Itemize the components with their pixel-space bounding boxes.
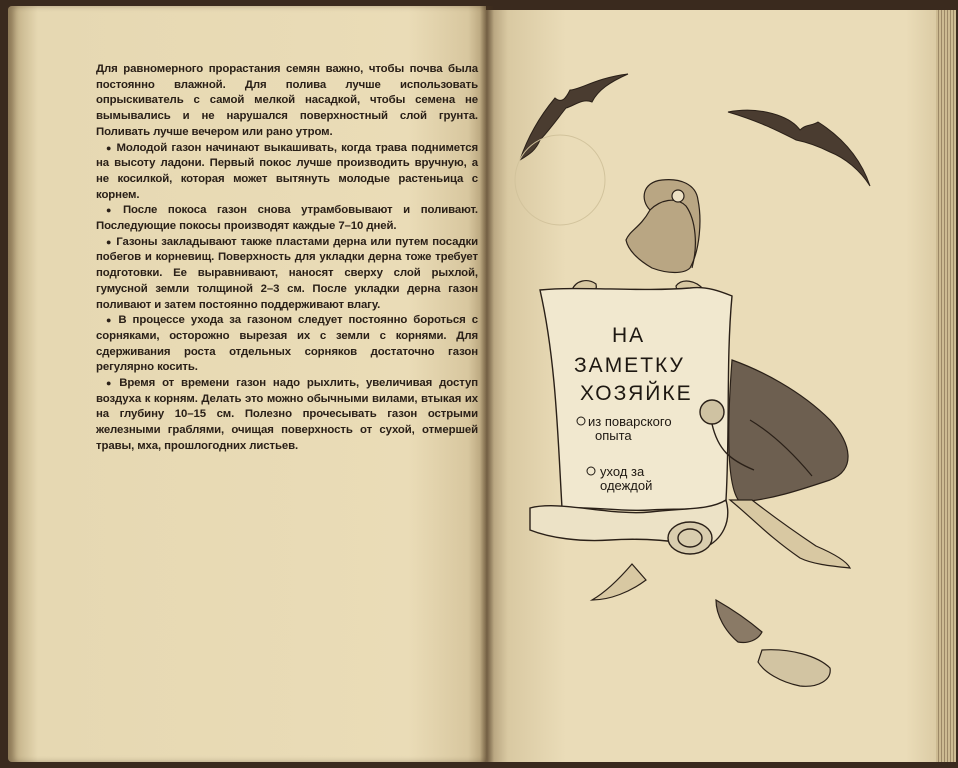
page-edges [936, 10, 956, 762]
bullet-icon: ● [106, 378, 116, 389]
illustration [500, 60, 900, 700]
book-gutter [480, 6, 494, 762]
bullet-icon: ● [106, 236, 113, 247]
scroll-title-line3: ХОЗЯЙКЕ [580, 382, 693, 405]
bat-icon [728, 110, 870, 186]
bullet-paragraph: ● Время от времени газон надо рыхлить, увеличивая доступ воздуха к корням. Делать это можно обычными вилами, втыкая их на глубину 10–15 см. Полезно прочесывать газон острыми железными граблями, очищая поверхность от сухой, отмершей травы, мха, прошлогодних листьев. [96, 377, 478, 452]
paragraph: Для равномерного прорастания семян важно, чтобы почва была постоянно влажной. Для полива лучше использовать опрыскиватель с самой мелкой насадкой, чтобы семена не вымывались и не нарушался поверхностный слой грунта. Поливать лучше вечером или рано утром. [96, 63, 478, 138]
goblet-icon [716, 600, 830, 686]
scroll-title-line2: ЗАМЕТКУ [574, 354, 685, 377]
bullet-paragraph: ● В процессе ухода за газоном следует постоянно бороться с сорняками, осторожно вырезая их с земли с корнями. Для сдерживания роста отдельных сорняков достаточно газон регулярно косить. [96, 314, 479, 374]
scroll-title-line1: НА [612, 324, 646, 347]
bullet-icon: ● [106, 315, 115, 326]
bullet-paragraph: ● Молодой газон начинают выкашивать, когда трава поднимется на высоту ладони. Первый покос лучше производить вручную, а не косилкой, которая может вытянуть молодые растеньица с корнем. [96, 141, 478, 201]
bullet-icon: ● [106, 142, 113, 153]
scroll-item2-line2: одеждой [600, 478, 653, 493]
bullet-paragraph: ● Газоны закладывают также пластами дерна или путем посадки побегов и корневищ. Поверхность для укладки дерна тоже требует подготовки. Ее выравнивают, наносят сверху слой рыхлой, гумусной земли толщиной 2–3 см. После укладки дерна газон поливают и затем постоянно поддерживают влагу. [96, 235, 478, 311]
bat-icon [520, 74, 628, 160]
scroll-item1-line1: из поварского [588, 414, 672, 429]
left-page-text [96, 62, 478, 455]
bullet-icon: ● [106, 205, 119, 216]
scroll-item1-line2: опыта [595, 428, 632, 443]
scroll-item2-line1: уход за [600, 464, 645, 479]
bullet-paragraph: ● После покоса газон снова утрамбовывают и поливают. Последующие покосы производят каждые 7–10 дней. [96, 204, 478, 233]
